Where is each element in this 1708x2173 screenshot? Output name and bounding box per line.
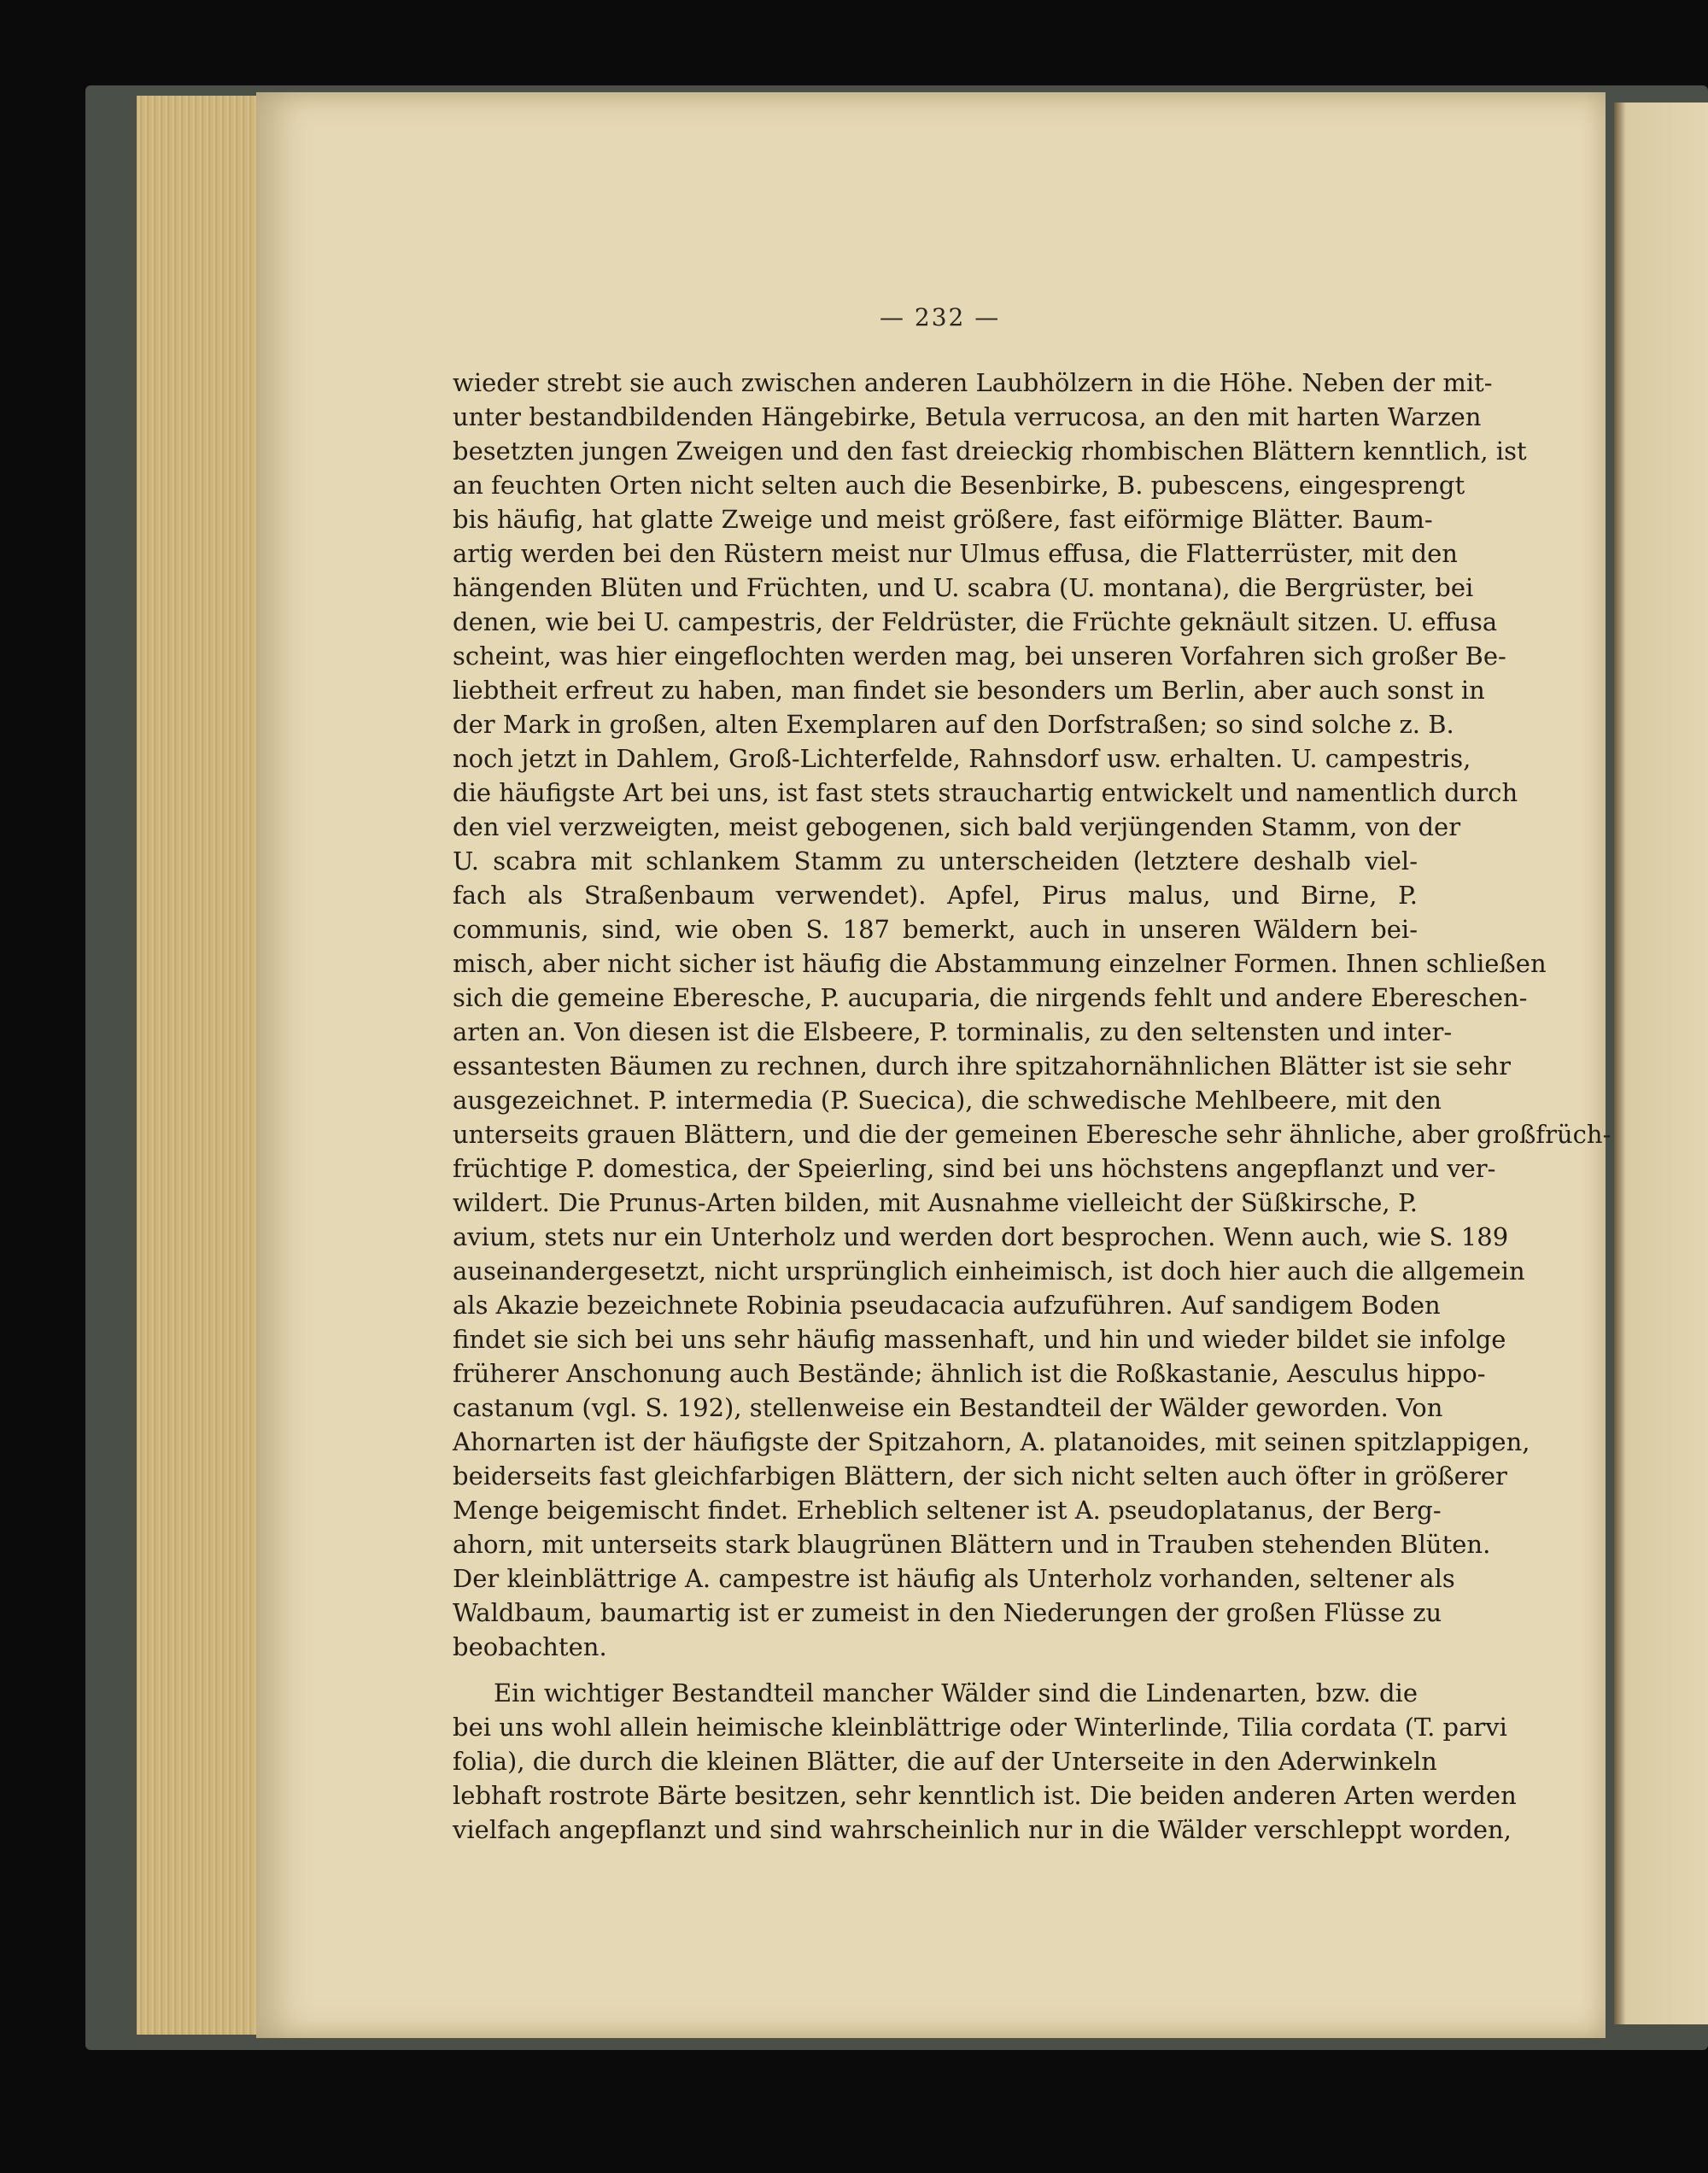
text-line: beobachten. (453, 1632, 607, 1661)
text-line: arten an. Von diesen ist die Elsbeere, P. torminalis, zu den seltensten und inter- (453, 1017, 1453, 1046)
next-page-edge (1614, 102, 1708, 2024)
text-line: ausgezeichnet. P. intermedia (P. Suecica), die schwedische Mehlbeere, mit den (453, 1086, 1442, 1115)
text-line: Ein wichtiger Bestandteil mancher Wälder sind die Lindenarten, bzw. die (494, 1678, 1418, 1707)
text-line: besetzten jungen Zweigen und den fast dreieckig rhombischen Blättern kenntlich, ist (453, 436, 1527, 466)
text-line: beiderseits fast gleichfarbigen Blättern, der sich nicht selten auch öfter in größerer (453, 1461, 1507, 1491)
text-line: die häufigste Art bei uns, ist fast stets strauchartig entwickelt und namentlich durch (453, 778, 1518, 807)
text-line: essantesten Bäumen zu rechnen, durch ihre spitzahornähnlichen Blätter ist sie sehr (453, 1051, 1512, 1081)
text-line: Menge beigemischt findet. Erheblich seltener ist A. pseudoplatanus, der Berg- (453, 1496, 1442, 1525)
text-line: fach als Straßenbaum verwendet). Apfel, Pirus malus, und Birne, P. (453, 881, 1418, 910)
text-line: communis, sind, wie oben S. 187 bemerkt, auch in unseren Wäldern bei- (453, 915, 1418, 944)
text-line: avium, stets nur ein Unterholz und werden dort besprochen. Wenn auch, wie S. 189 (453, 1222, 1509, 1251)
text-line: misch, aber nicht sicher ist häufig die Abstammung einzelner Formen. Ihnen schließen (453, 949, 1547, 978)
text-line: castanum (vgl. S. 192), stellenweise ein Bestandteil der Wälder geworden. Von (453, 1393, 1443, 1422)
text-line: der Mark in großen, alten Exemplaren auf den Dorfstraßen; so sind solche z. B. (453, 710, 1454, 739)
text-block (453, 366, 1611, 1847)
text-line: Ahornarten ist der häufigste der Spitzahorn, A. platanoides, mit seinen spitzlappigen, (453, 1427, 1530, 1456)
text-line: auseinandergesetzt, nicht ursprünglich einheimisch, ist doch hier auch die allgemein (453, 1256, 1525, 1286)
text-line: sich die gemeine Eberesche, P. aucuparia, die nirgends fehlt und andere Ebereschen- (453, 983, 1528, 1012)
text-line: ahorn, mit unterseits stark blaugrünen Blättern und in Trauben stehenden Blüten. (453, 1530, 1491, 1559)
page-edges (137, 96, 273, 2035)
text-line: Waldbaum, baumartig ist er zumeist in den Niederungen der großen Flüsse zu (453, 1598, 1442, 1627)
text-line: vielfach angepflanzt und sind wahrscheinlich nur in die Wälder verschleppt worden, (453, 1815, 1512, 1844)
text-line: findet sie sich bei uns sehr häufig massenhaft, und hin und wieder bildet sie infolge (453, 1325, 1506, 1354)
text-line: unter bestandbildenden Hängebirke, Betula verrucosa, an den mit harten Warzen (453, 402, 1482, 431)
paragraph (453, 366, 1611, 1664)
paragraph (453, 1676, 1517, 1847)
text-line: hängenden Blüten und Früchten, und U. scabra (U. montana), die Bergrüster, bei (453, 573, 1474, 602)
text-line: liebtheit erfreut zu haben, man findet sie besonders um Berlin, aber auch sonst in (453, 676, 1485, 705)
text-line: lebhaft rostrote Bärte besitzen, sehr kenntlich ist. Die beiden anderen Arten werden (453, 1781, 1517, 1810)
text-line: scheint, was hier eingeflochten werden mag, bei unseren Vorfahren sich großer Be- (453, 641, 1506, 671)
text-line: früherer Anschonung auch Bestände; ähnlich ist die Roßkastanie, Aesculus hippo- (453, 1359, 1486, 1388)
text-line: bei uns wohl allein heimische kleinblättrige oder Winterlinde, Tilia cordata (T. parvi (453, 1713, 1507, 1742)
text-line: noch jetzt in Dahlem, Groß-Lichterfelde, Rahnsdorf usw. erhalten. U. campestris, (453, 744, 1471, 773)
text-line: den viel verzweigten, meist gebogenen, sich bald verjüngenden Stamm, von der (453, 812, 1461, 841)
text-line: folia), die durch die kleinen Blätter, die auf der Unterseite in den Aderwinkeln (453, 1747, 1437, 1776)
text-line: bis häufig, hat glatte Zweige und meist größere, fast eiförmige Blätter. Baum- (453, 505, 1433, 534)
text-line: an feuchten Orten nicht selten auch die Besenbirke, B. pubescens, eingesprengt (453, 471, 1465, 500)
page-number: — 232 — (880, 303, 1001, 331)
text-line: unterseits grauen Blättern, und die der gemeinen Eberesche sehr ähnliche, aber großfrüch- (453, 1120, 1611, 1149)
text-line: wieder strebt sie auch zwischen anderen Laubhölzern in die Höhe. Neben der mit- (453, 368, 1493, 397)
text-line: denen, wie bei U. campestris, der Feldrüster, die Früchte geknäult sitzen. U. effusa (453, 607, 1498, 636)
text-line: früchtige P. domestica, der Speierling, sind bei uns höchstens angepflanzt und ver- (453, 1154, 1496, 1183)
text-line: Der kleinblättrige A. campestre ist häufig als Unterholz vorhanden, seltener als (453, 1564, 1455, 1593)
text-line: U. scabra mit schlankem Stamm zu unterscheiden (letztere deshalb viel- (453, 846, 1418, 876)
text-line: artig werden bei den Rüstern meist nur Ulmus effusa, die Flatterrüster, mit den (453, 539, 1458, 568)
text-line: wildert. Die Prunus-Arten bilden, mit Ausnahme vielleicht der Süßkirsche, P. (453, 1188, 1418, 1217)
text-line: als Akazie bezeichnete Robinia pseudacacia aufzuführen. Auf sandigem Boden (453, 1291, 1441, 1320)
